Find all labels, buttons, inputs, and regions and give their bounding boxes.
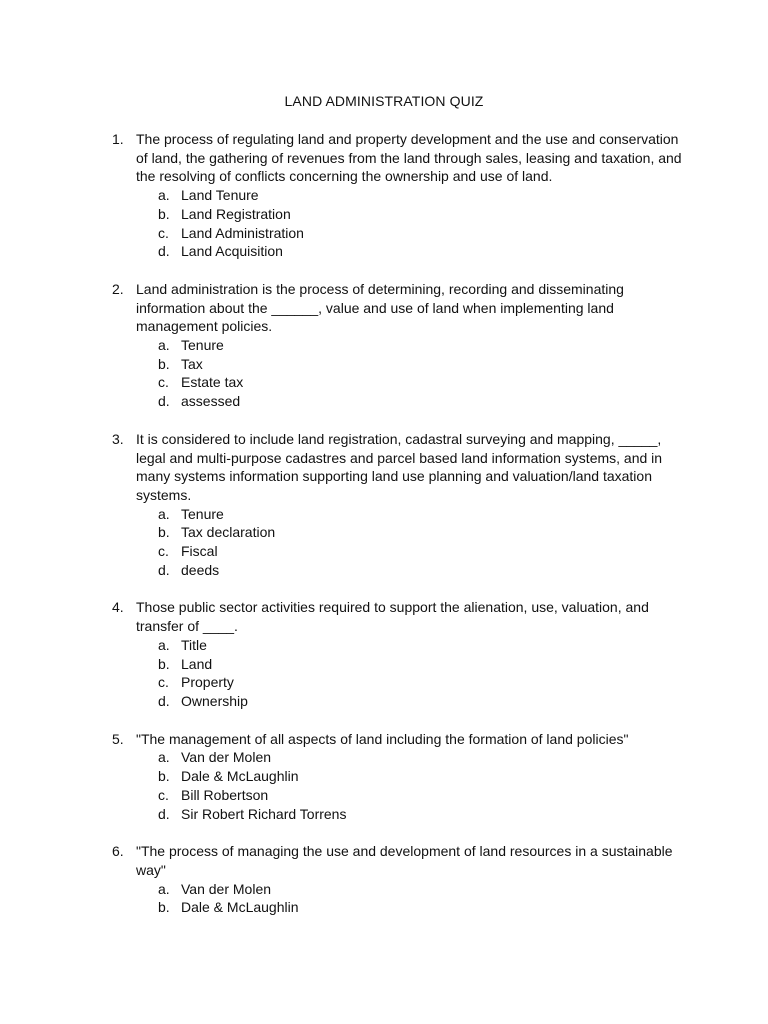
option-letter: d. [158, 393, 170, 410]
option-b [136, 898, 692, 917]
option-text: Land Administration [181, 224, 304, 241]
option-letter: d. [158, 243, 170, 260]
option-letter: a. [158, 505, 170, 522]
option-c [136, 373, 692, 392]
option-text: Tenure [181, 505, 224, 522]
option-text: Land Acquisition [181, 243, 283, 260]
option-c [136, 673, 692, 692]
option-text: deeds [181, 561, 220, 578]
option-text: Property [181, 674, 234, 691]
question-number: 5. [112, 730, 124, 747]
option-a [136, 336, 692, 355]
answer-options [136, 880, 692, 917]
question-6 [112, 842, 692, 917]
question-4 [112, 598, 692, 710]
question-2 [112, 280, 692, 411]
option-d [136, 692, 692, 711]
option-text: Title [181, 636, 207, 653]
option-a [136, 880, 692, 899]
option-letter: b. [158, 768, 170, 785]
answer-options [136, 636, 692, 711]
option-a [136, 186, 692, 205]
answer-options [136, 336, 692, 411]
question-text: It is considered to include land registration, cadastral surveying and mapping, _____, legal and multi-purpose cadastres and parcel based land information systems, and in many systems information supporting land use planning and valuation/land taxation systems. [136, 430, 663, 503]
option-letter: c. [158, 374, 169, 391]
option-letter: a. [158, 749, 170, 766]
option-text: Sir Robert Richard Torrens [181, 805, 347, 822]
option-b [136, 355, 692, 374]
question-number: 6. [112, 843, 124, 860]
question-text: Those public sector activities required to support the alienation, use, valuation, and transfer of ____. [136, 599, 649, 635]
question-number: 1. [112, 131, 124, 147]
answer-options [136, 748, 692, 823]
question-number: 3. [112, 430, 124, 447]
option-text: Van der Molen [181, 749, 272, 766]
option-letter: c. [158, 674, 169, 691]
option-b [136, 205, 692, 224]
option-letter: c. [158, 543, 169, 560]
option-letter: c. [158, 786, 169, 803]
option-letter: a. [158, 880, 170, 897]
option-d [136, 561, 692, 580]
option-letter: a. [158, 187, 170, 204]
option-text: Tax [181, 355, 203, 372]
option-d [136, 805, 692, 824]
option-letter: b. [158, 655, 170, 672]
question-3 [112, 430, 692, 580]
page-title: LAND ADMINISTRATION QUIZ [284, 93, 484, 109]
option-c [136, 542, 692, 561]
option-text: Tenure [181, 337, 224, 354]
option-letter: b. [158, 524, 170, 541]
option-letter: b. [158, 205, 170, 222]
option-letter: d. [158, 692, 170, 709]
question-5 [112, 730, 692, 824]
question-1 [112, 130, 692, 261]
option-c [136, 224, 692, 243]
option-text: Dale & McLaughlin [181, 768, 299, 785]
question-text: "The process of managing the use and development of land resources in a sustainable way" [136, 843, 673, 878]
option-text: Van der Molen [181, 880, 272, 897]
question-text: Land administration is the process of determining, recording and disseminating information about the ______, value and use of land when implementing land management policies. [136, 280, 624, 335]
question-number: 4. [112, 599, 124, 616]
option-b [136, 523, 692, 542]
option-text: Estate tax [181, 374, 244, 391]
option-text: Tax declaration [181, 524, 276, 541]
option-letter: a. [158, 636, 170, 653]
option-text: assessed [181, 393, 241, 410]
answer-options [136, 186, 692, 261]
option-letter: b. [158, 899, 170, 916]
option-letter: b. [158, 355, 170, 372]
question-number: 2. [112, 280, 124, 297]
option-a [136, 505, 692, 524]
option-text: Land Registration [181, 205, 291, 222]
option-letter: d. [158, 561, 170, 578]
option-c [136, 786, 692, 805]
option-letter: d. [158, 805, 170, 822]
question-list [112, 130, 692, 917]
answer-options [136, 505, 692, 580]
option-a [136, 636, 692, 655]
option-text: Ownership [181, 692, 248, 709]
option-letter: c. [158, 224, 169, 241]
question-text: The process of regulating land and property development and the use and conservation of land, the gathering of revenues from the land through sales, leasing and taxation, and the resolving of conflicts concerning the ownership and use of land. [136, 131, 682, 185]
option-text: Dale & McLaughlin [181, 899, 299, 916]
option-text: Bill Robertson [181, 786, 269, 803]
option-text: Land Tenure [181, 187, 259, 204]
option-d [136, 242, 692, 261]
option-letter: a. [158, 337, 170, 354]
option-text: Land [181, 655, 213, 672]
question-text: "The management of all aspects of land including the formation of land policies" [136, 730, 629, 747]
option-b [136, 767, 692, 786]
option-a [136, 748, 692, 767]
option-b [136, 655, 692, 674]
option-d [136, 392, 692, 411]
option-text: Fiscal [181, 543, 218, 560]
